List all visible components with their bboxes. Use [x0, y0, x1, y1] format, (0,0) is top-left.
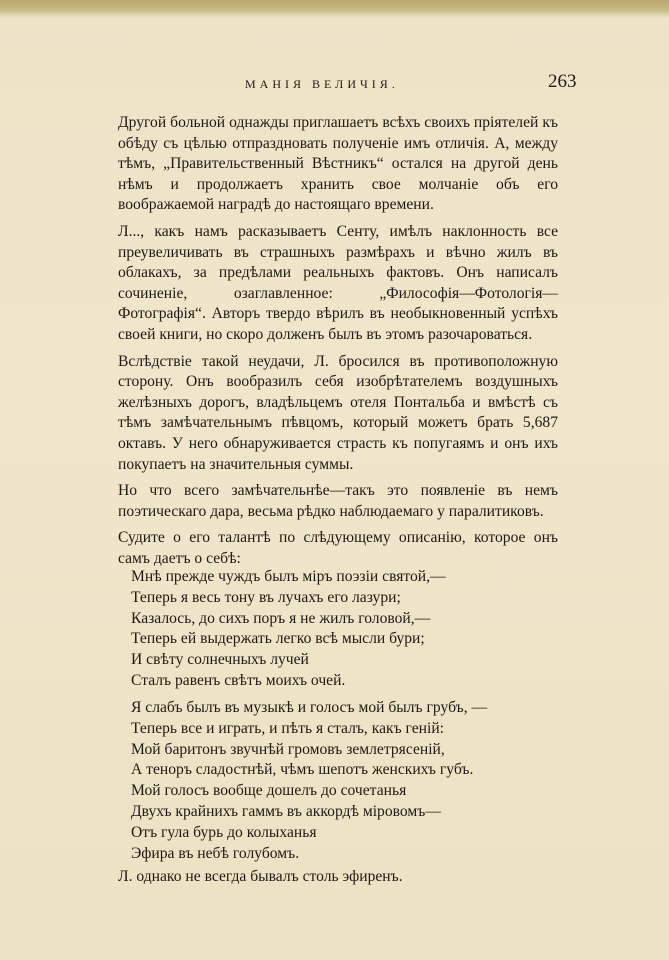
verse-stanza-2 — [131, 698, 561, 864]
verse-line: Эфира въ небѣ голубомъ. — [131, 844, 300, 862]
verse-line: Теперь все и играть, и пѣть я сталъ, какъ геній: — [131, 719, 444, 737]
verse-line: И свѣту солнечныхъ лучей — [131, 651, 309, 669]
page-number: 263 — [548, 71, 577, 92]
running-head: МАНІЯ ВЕЛИЧІЯ. — [245, 77, 399, 91]
verse-line: Отъ гула бурь до колыханья — [131, 823, 317, 841]
verse-stanza-1 — [131, 567, 561, 692]
closing-line: Л. однако не всегда бывалъ столь эфиренъ. — [118, 868, 403, 885]
paragraph: Судите о его талантѣ по слѣдующему описанію, которое онъ самъ даетъ о себѣ: — [118, 529, 558, 567]
verse-line: Теперь я весь тону въ лучахъ его лазури; — [131, 588, 401, 606]
verse-line: Теперь ей выдержать легко всѣ мысли бури; — [131, 630, 425, 648]
paragraph: Л..., какъ намъ расказываетъ Сенту, имѣлъ наклонность все преувеличивать въ страшныхъ размѣрахъ и вѣчно жилъ въ облакахъ, за предѣлами реальныхъ фактовъ. Онъ написалъ сочиненіе, озаглавленное: „Философія—Фотологія—Фотографія“. Авторъ твердо вѣрилъ въ необыкновенный успѣхъ своей книги, но скоро долженъ былъ въ этомъ разочароваться. — [118, 222, 558, 343]
paragraph: Но что всего замѣчательнѣе—такъ это появленіе въ немъ поэтическаго дара, весьма рѣдко наблюдаемаго у паралитиковъ. — [118, 482, 558, 520]
verse-line: Я слабъ былъ въ музыкѣ и голосъ мой былъ грубъ, — — [131, 699, 488, 716]
page-top-edge — [0, 0, 669, 18]
verse-line: Мой голосъ вообще дошелъ до сочетанья — [131, 782, 407, 800]
verse-line: Мнѣ прежде чуждъ былъ міръ поэзіи святой,— — [131, 568, 446, 585]
verse-line: Двухъ крайнихъ гаммъ въ аккордѣ міровомъ— — [131, 802, 441, 820]
body-text — [118, 113, 558, 575]
verse-line: А теноръ сладостнѣй, чѣмъ шепотъ женскихъ губъ. — [131, 761, 474, 779]
verse-line: Мой баритонъ звучнѣй громовъ землетрясеній, — [131, 740, 445, 758]
verse-line: Казалось, до сихъ поръ я не жилъ головой,— — [131, 609, 431, 627]
verse-line: Сталъ равенъ свѣтъ моихъ очей. — [131, 671, 346, 689]
paragraph: Другой больной однажды приглашаетъ всѣхъ своихъ пріятелей къ обѣду съ цѣлью отпраздновать полученіе имъ отличія. А, между тѣмъ, „Правительственный Вѣстникъ“ остался на другой день нѣмъ и продолжаетъ хранить свое молчаніе объ его воображаемой наградѣ до настоящаго времени. — [118, 114, 558, 214]
paragraph: Вслѣдствіе такой неудачи, Л. бросился въ противоположную сторону. Онъ вообразилъ себя изобрѣтателемъ воздушныхъ желѣзныхъ дорогъ, владѣльцемъ отеля Понтальба и вмѣстѣ съ тѣмъ замѣчательнымъ пѣвцомъ, который можетъ брать 5,687 октавъ. У него обнаруживается страсть къ попугаямъ и онъ ихъ покупаетъ на значительныя суммы. — [118, 352, 558, 473]
